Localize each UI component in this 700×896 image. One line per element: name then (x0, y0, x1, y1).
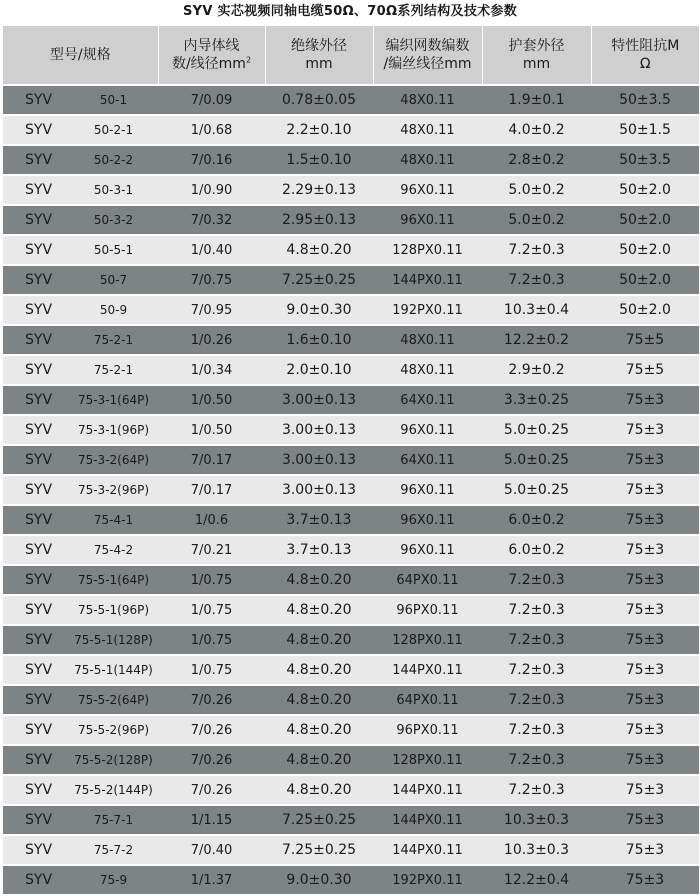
cell-conductor: 7/0.17 (158, 475, 265, 505)
cell-braid: 96PX0.11 (373, 595, 482, 625)
cell-impedance: 75±3 (591, 685, 699, 715)
cell-impedance: 75±3 (591, 625, 699, 655)
cell-model (3, 655, 158, 685)
table-row (3, 865, 699, 895)
cell-type-text: SYV (25, 632, 53, 648)
table-row (3, 415, 699, 445)
table-row (3, 85, 699, 115)
cell-type-text: SYV (25, 722, 53, 738)
cell-conductor: 7/0.32 (158, 205, 265, 235)
table-row (3, 805, 699, 835)
cell-sheath: 12.2±0.2 (482, 325, 591, 355)
cell-model (3, 835, 158, 865)
cell-insulation: 4.8±0.20 (265, 565, 373, 595)
cell-insulation: 4.8±0.20 (265, 595, 373, 625)
cell-sheath: 2.8±0.2 (482, 145, 591, 175)
cell-model (3, 265, 158, 295)
table-row (3, 745, 699, 775)
cell-model (3, 235, 158, 265)
cell-model (3, 145, 158, 175)
cell-model (3, 685, 158, 715)
cell-conductor: 7/0.21 (158, 535, 265, 565)
cell-model (3, 745, 158, 775)
cell-model-text: 75-5-1(96P) (77, 603, 150, 617)
cell-impedance: 75±3 (591, 415, 699, 445)
cell-model-text: 50-5-1 (93, 243, 134, 257)
cell-sheath: 5.0±0.2 (482, 205, 591, 235)
cell-type-text: SYV (25, 842, 53, 858)
cell-sheath: 1.9±0.1 (482, 85, 591, 115)
table-row (3, 235, 699, 265)
cell-braid: 48X0.11 (373, 355, 482, 385)
table-row (3, 325, 699, 355)
cell-model-text: 50-3-2 (93, 213, 134, 227)
cell-impedance: 75±3 (591, 835, 699, 865)
cell-conductor: 7/0.75 (158, 265, 265, 295)
cell-insulation: 1.5±0.10 (265, 145, 373, 175)
header-insulation: 绝缘外径 mm (265, 26, 373, 85)
spec-table (3, 26, 699, 896)
cell-type-text: SYV (25, 452, 53, 468)
table-row (3, 535, 699, 565)
cell-sheath: 5.0±0.25 (482, 475, 591, 505)
cell-model (3, 85, 158, 115)
cell-model (3, 325, 158, 355)
cell-type-text: SYV (25, 422, 53, 438)
cell-conductor: 1/0.75 (158, 655, 265, 685)
cell-model (3, 595, 158, 625)
cell-braid: 144PX0.11 (373, 655, 482, 685)
cell-impedance: 50±2.0 (591, 175, 699, 205)
cell-model (3, 205, 158, 235)
cell-braid: 96X0.11 (373, 415, 482, 445)
cell-model-text: 75-3-2(96P) (77, 483, 150, 497)
cell-sheath: 7.2±0.3 (482, 265, 591, 295)
cell-type-text: SYV (25, 122, 53, 138)
cell-model-text: 75-5-1(128P) (74, 633, 153, 647)
cell-braid: 64X0.11 (373, 385, 482, 415)
cell-insulation: 4.8±0.20 (265, 655, 373, 685)
cell-insulation: 9.0±0.30 (265, 865, 373, 895)
cell-conductor: 1/1.15 (158, 805, 265, 835)
cell-conductor: 7/0.26 (158, 685, 265, 715)
cell-model-text: 50-1 (99, 93, 128, 107)
cell-impedance: 75±3 (591, 865, 699, 895)
cell-model-text: 75-4-2 (93, 543, 134, 557)
table-row (3, 625, 699, 655)
cell-conductor: 1/0.75 (158, 625, 265, 655)
cell-impedance: 75±5 (591, 355, 699, 385)
cell-conductor: 7/0.40 (158, 835, 265, 865)
cell-insulation: 2.29±0.13 (265, 175, 373, 205)
cell-sheath: 5.0±0.2 (482, 175, 591, 205)
cell-impedance: 50±2.0 (591, 205, 699, 235)
cell-insulation: 3.00±0.13 (265, 385, 373, 415)
cell-braid: 128PX0.11 (373, 625, 482, 655)
cell-type-text: SYV (25, 392, 53, 408)
cell-model (3, 535, 158, 565)
cell-sheath: 7.2±0.3 (482, 745, 591, 775)
table-row (3, 475, 699, 505)
cell-conductor: 1/0.34 (158, 355, 265, 385)
header-conductor: 内导体线 数/线径$mm^2$ (158, 26, 265, 85)
cell-insulation: 2.0±0.10 (265, 355, 373, 385)
header-sheath: 护套外径 mm (482, 26, 591, 85)
cell-insulation: 4.8±0.20 (265, 685, 373, 715)
cell-insulation: 2.95±0.13 (265, 205, 373, 235)
cell-insulation: 3.7±0.13 (265, 535, 373, 565)
cell-impedance: 75±3 (591, 445, 699, 475)
cell-model-text: 50-7 (99, 273, 128, 287)
table-row (3, 685, 699, 715)
table-row (3, 445, 699, 475)
cell-model (3, 475, 158, 505)
table-row (3, 205, 699, 235)
cell-braid: 192PX0.11 (373, 865, 482, 895)
cell-type-text: SYV (25, 542, 53, 558)
cell-impedance: 75±3 (591, 385, 699, 415)
cell-type-text: SYV (25, 182, 53, 198)
cell-insulation: 3.00±0.13 (265, 415, 373, 445)
cell-conductor: 7/0.26 (158, 775, 265, 805)
cell-braid: 64PX0.11 (373, 685, 482, 715)
cell-type-text: SYV (25, 332, 53, 348)
cell-braid: 48X0.11 (373, 85, 482, 115)
cell-braid: 96X0.11 (373, 205, 482, 235)
cell-impedance: 75±3 (591, 565, 699, 595)
cell-model (3, 505, 158, 535)
cell-model-text: 75-2-1 (93, 333, 134, 347)
cell-braid: 144PX0.11 (373, 265, 482, 295)
cell-model-text: 75-5-1(64P) (77, 573, 150, 587)
cell-model-text: 75-3-1(96P) (77, 423, 150, 437)
cell-model-text: 75-4-1 (93, 513, 134, 527)
cell-braid: 48X0.11 (373, 115, 482, 145)
cell-model (3, 805, 158, 835)
cell-model-text: 75-3-2(64P) (77, 453, 150, 467)
cell-type-text: SYV (25, 512, 53, 528)
cell-insulation: 4.8±0.20 (265, 625, 373, 655)
cell-sheath: 7.2±0.3 (482, 655, 591, 685)
cell-impedance: 50±1.5 (591, 115, 699, 145)
cell-insulation: 3.00±0.13 (265, 475, 373, 505)
cell-braid: 48X0.11 (373, 325, 482, 355)
cell-model-text: 75-7-1 (93, 813, 134, 827)
cell-insulation: 9.0±0.30 (265, 295, 373, 325)
table-row (3, 505, 699, 535)
cell-braid: 144PX0.11 (373, 805, 482, 835)
cell-insulation: 3.7±0.13 (265, 505, 373, 535)
cell-conductor: 1/0.26 (158, 325, 265, 355)
cell-sheath: 7.2±0.3 (482, 775, 591, 805)
cell-conductor: 7/0.26 (158, 715, 265, 745)
cell-type-text: SYV (25, 152, 53, 168)
cell-type-text: SYV (25, 92, 53, 108)
cell-braid: 192PX0.11 (373, 295, 482, 325)
cell-model-text: 75-5-2(144P) (74, 783, 153, 797)
cell-type-text: SYV (25, 872, 53, 888)
cell-type-text: SYV (25, 662, 53, 678)
cell-impedance: 75±3 (591, 475, 699, 505)
cell-insulation: 4.8±0.20 (265, 745, 373, 775)
cell-sheath: 5.0±0.25 (482, 415, 591, 445)
cell-model (3, 775, 158, 805)
table-row (3, 595, 699, 625)
cell-impedance: 50±2.0 (591, 235, 699, 265)
table-row (3, 295, 699, 325)
table-row (3, 835, 699, 865)
cell-conductor: 1/0.40 (158, 235, 265, 265)
table-row (3, 385, 699, 415)
cell-model-text: 50-2-2 (93, 153, 134, 167)
cell-model (3, 355, 158, 385)
table-row (3, 565, 699, 595)
cell-model-text: 75-3-1(64P) (77, 393, 150, 407)
cell-conductor: 1/1.37 (158, 865, 265, 895)
cell-sheath: 7.2±0.3 (482, 685, 591, 715)
cell-insulation: 2.2±0.10 (265, 115, 373, 145)
cell-model (3, 565, 158, 595)
cell-conductor: 7/0.95 (158, 295, 265, 325)
cell-model-text: 50-2-1 (93, 123, 134, 137)
cell-sheath: 10.3±0.4 (482, 295, 591, 325)
cell-model (3, 115, 158, 145)
cell-type-text: SYV (25, 302, 53, 318)
cell-sheath: 7.2±0.3 (482, 565, 591, 595)
cell-model (3, 625, 158, 655)
cell-type-text: SYV (25, 752, 53, 768)
cell-impedance: 50±2.0 (591, 265, 699, 295)
cell-model-text: 75-5-1(144P) (74, 663, 153, 677)
cell-type-text: SYV (25, 212, 53, 228)
cell-type-text: SYV (25, 812, 53, 828)
cell-impedance: 75±3 (591, 745, 699, 775)
cell-sheath: 6.0±0.2 (482, 535, 591, 565)
table-row (3, 265, 699, 295)
cell-sheath: 12.2±0.4 (482, 865, 591, 895)
cell-sheath: 6.0±0.2 (482, 505, 591, 535)
cell-insulation: 7.25±0.25 (265, 265, 373, 295)
cell-sheath: 7.2±0.3 (482, 595, 591, 625)
cell-impedance: 75±3 (591, 505, 699, 535)
cell-impedance: 50±2.0 (591, 295, 699, 325)
table-row (3, 715, 699, 745)
cell-type-text: SYV (25, 692, 53, 708)
cell-braid: 64X0.11 (373, 445, 482, 475)
cell-type-text: SYV (25, 572, 53, 588)
cell-sheath: 4.0±0.2 (482, 115, 591, 145)
table-row (3, 655, 699, 685)
cell-sheath: 2.9±0.2 (482, 355, 591, 385)
table-row (3, 775, 699, 805)
cell-model (3, 175, 158, 205)
cell-insulation: 4.8±0.20 (265, 715, 373, 745)
cell-model-text: 75-2-1 (93, 363, 134, 377)
cell-conductor: 1/0.50 (158, 385, 265, 415)
cell-impedance: 75±3 (591, 535, 699, 565)
header-model: 型号/规格 (3, 26, 158, 85)
cell-insulation: 0.78±0.05 (265, 85, 373, 115)
cell-type-text: SYV (25, 362, 53, 378)
cell-type-text: SYV (25, 782, 53, 798)
cell-model (3, 385, 158, 415)
cell-sheath: 10.3±0.3 (482, 805, 591, 835)
cell-insulation: 7.25±0.25 (265, 835, 373, 865)
cell-conductor: 7/0.26 (158, 745, 265, 775)
cell-braid: 64PX0.11 (373, 565, 482, 595)
cell-model-text: 50-9 (99, 303, 128, 317)
cell-type-text: SYV (25, 482, 53, 498)
cell-conductor: 1/0.90 (158, 175, 265, 205)
cell-braid: 144PX0.11 (373, 775, 482, 805)
page-title: SYV 实芯视频同轴电缆50Ω、70Ω系列结构及技术参数 (182, 4, 518, 19)
cell-braid: 48X0.11 (373, 145, 482, 175)
header-braid: 编织网数编数 /编丝线径mm (373, 26, 482, 85)
cell-braid: 128PX0.11 (373, 745, 482, 775)
cell-model (3, 415, 158, 445)
cell-model-text: 75-7-2 (93, 843, 134, 857)
cell-insulation: 7.25±0.25 (265, 805, 373, 835)
cell-model (3, 865, 158, 895)
cell-conductor: 1/0.6 (158, 505, 265, 535)
cell-sheath: 7.2±0.3 (482, 235, 591, 265)
cell-model (3, 445, 158, 475)
cell-insulation: 4.8±0.20 (265, 775, 373, 805)
cell-type-text: SYV (25, 602, 53, 618)
cell-conductor: 7/0.09 (158, 85, 265, 115)
cell-impedance: 75±5 (591, 325, 699, 355)
cell-braid: 96PX0.11 (373, 715, 482, 745)
cell-conductor: 7/0.17 (158, 445, 265, 475)
cell-impedance: 75±3 (591, 595, 699, 625)
cell-sheath: 10.3±0.3 (482, 835, 591, 865)
cell-impedance: 50±3.5 (591, 85, 699, 115)
table-row (3, 115, 699, 145)
cell-conductor: 7/0.16 (158, 145, 265, 175)
cell-conductor: 1/0.68 (158, 115, 265, 145)
cell-model-text: 75-9 (99, 873, 128, 887)
cell-sheath: 7.2±0.3 (482, 715, 591, 745)
cell-insulation: 4.8±0.20 (265, 235, 373, 265)
cell-type-text: SYV (25, 272, 53, 288)
header-impedance: 特性阻抗M Ω (591, 26, 699, 85)
cell-conductor: 1/0.50 (158, 415, 265, 445)
table-row (3, 355, 699, 385)
cell-insulation: 1.6±0.10 (265, 325, 373, 355)
cell-braid: 96X0.11 (373, 505, 482, 535)
cell-braid: 96X0.11 (373, 175, 482, 205)
cell-model-text: 50-3-1 (93, 183, 134, 197)
table-header-row (3, 26, 699, 85)
cell-insulation: 3.00±0.13 (265, 445, 373, 475)
cell-sheath: 3.3±0.25 (482, 385, 591, 415)
cell-braid: 96X0.11 (373, 535, 482, 565)
cell-type-text: SYV (25, 242, 53, 258)
cell-braid: 128PX0.11 (373, 235, 482, 265)
cell-sheath: 7.2±0.3 (482, 625, 591, 655)
cell-model-text: 75-5-2(64P) (77, 693, 150, 707)
cell-braid: 144PX0.11 (373, 835, 482, 865)
cell-impedance: 50±3.5 (591, 145, 699, 175)
cell-model-text: 75-5-2(128P) (74, 753, 153, 767)
table-row (3, 175, 699, 205)
table-body (3, 85, 699, 895)
table-row (3, 145, 699, 175)
cell-sheath: 5.0±0.25 (482, 445, 591, 475)
cell-model-text: 75-5-2(96P) (77, 723, 150, 737)
cell-impedance: 75±3 (591, 805, 699, 835)
cell-conductor: 1/0.75 (158, 565, 265, 595)
cell-model (3, 295, 158, 325)
cell-impedance: 75±3 (591, 655, 699, 685)
cell-impedance: 75±3 (591, 775, 699, 805)
cell-braid: 96X0.11 (373, 475, 482, 505)
cell-conductor: 1/0.75 (158, 595, 265, 625)
cell-model (3, 715, 158, 745)
cell-impedance: 75±3 (591, 715, 699, 745)
